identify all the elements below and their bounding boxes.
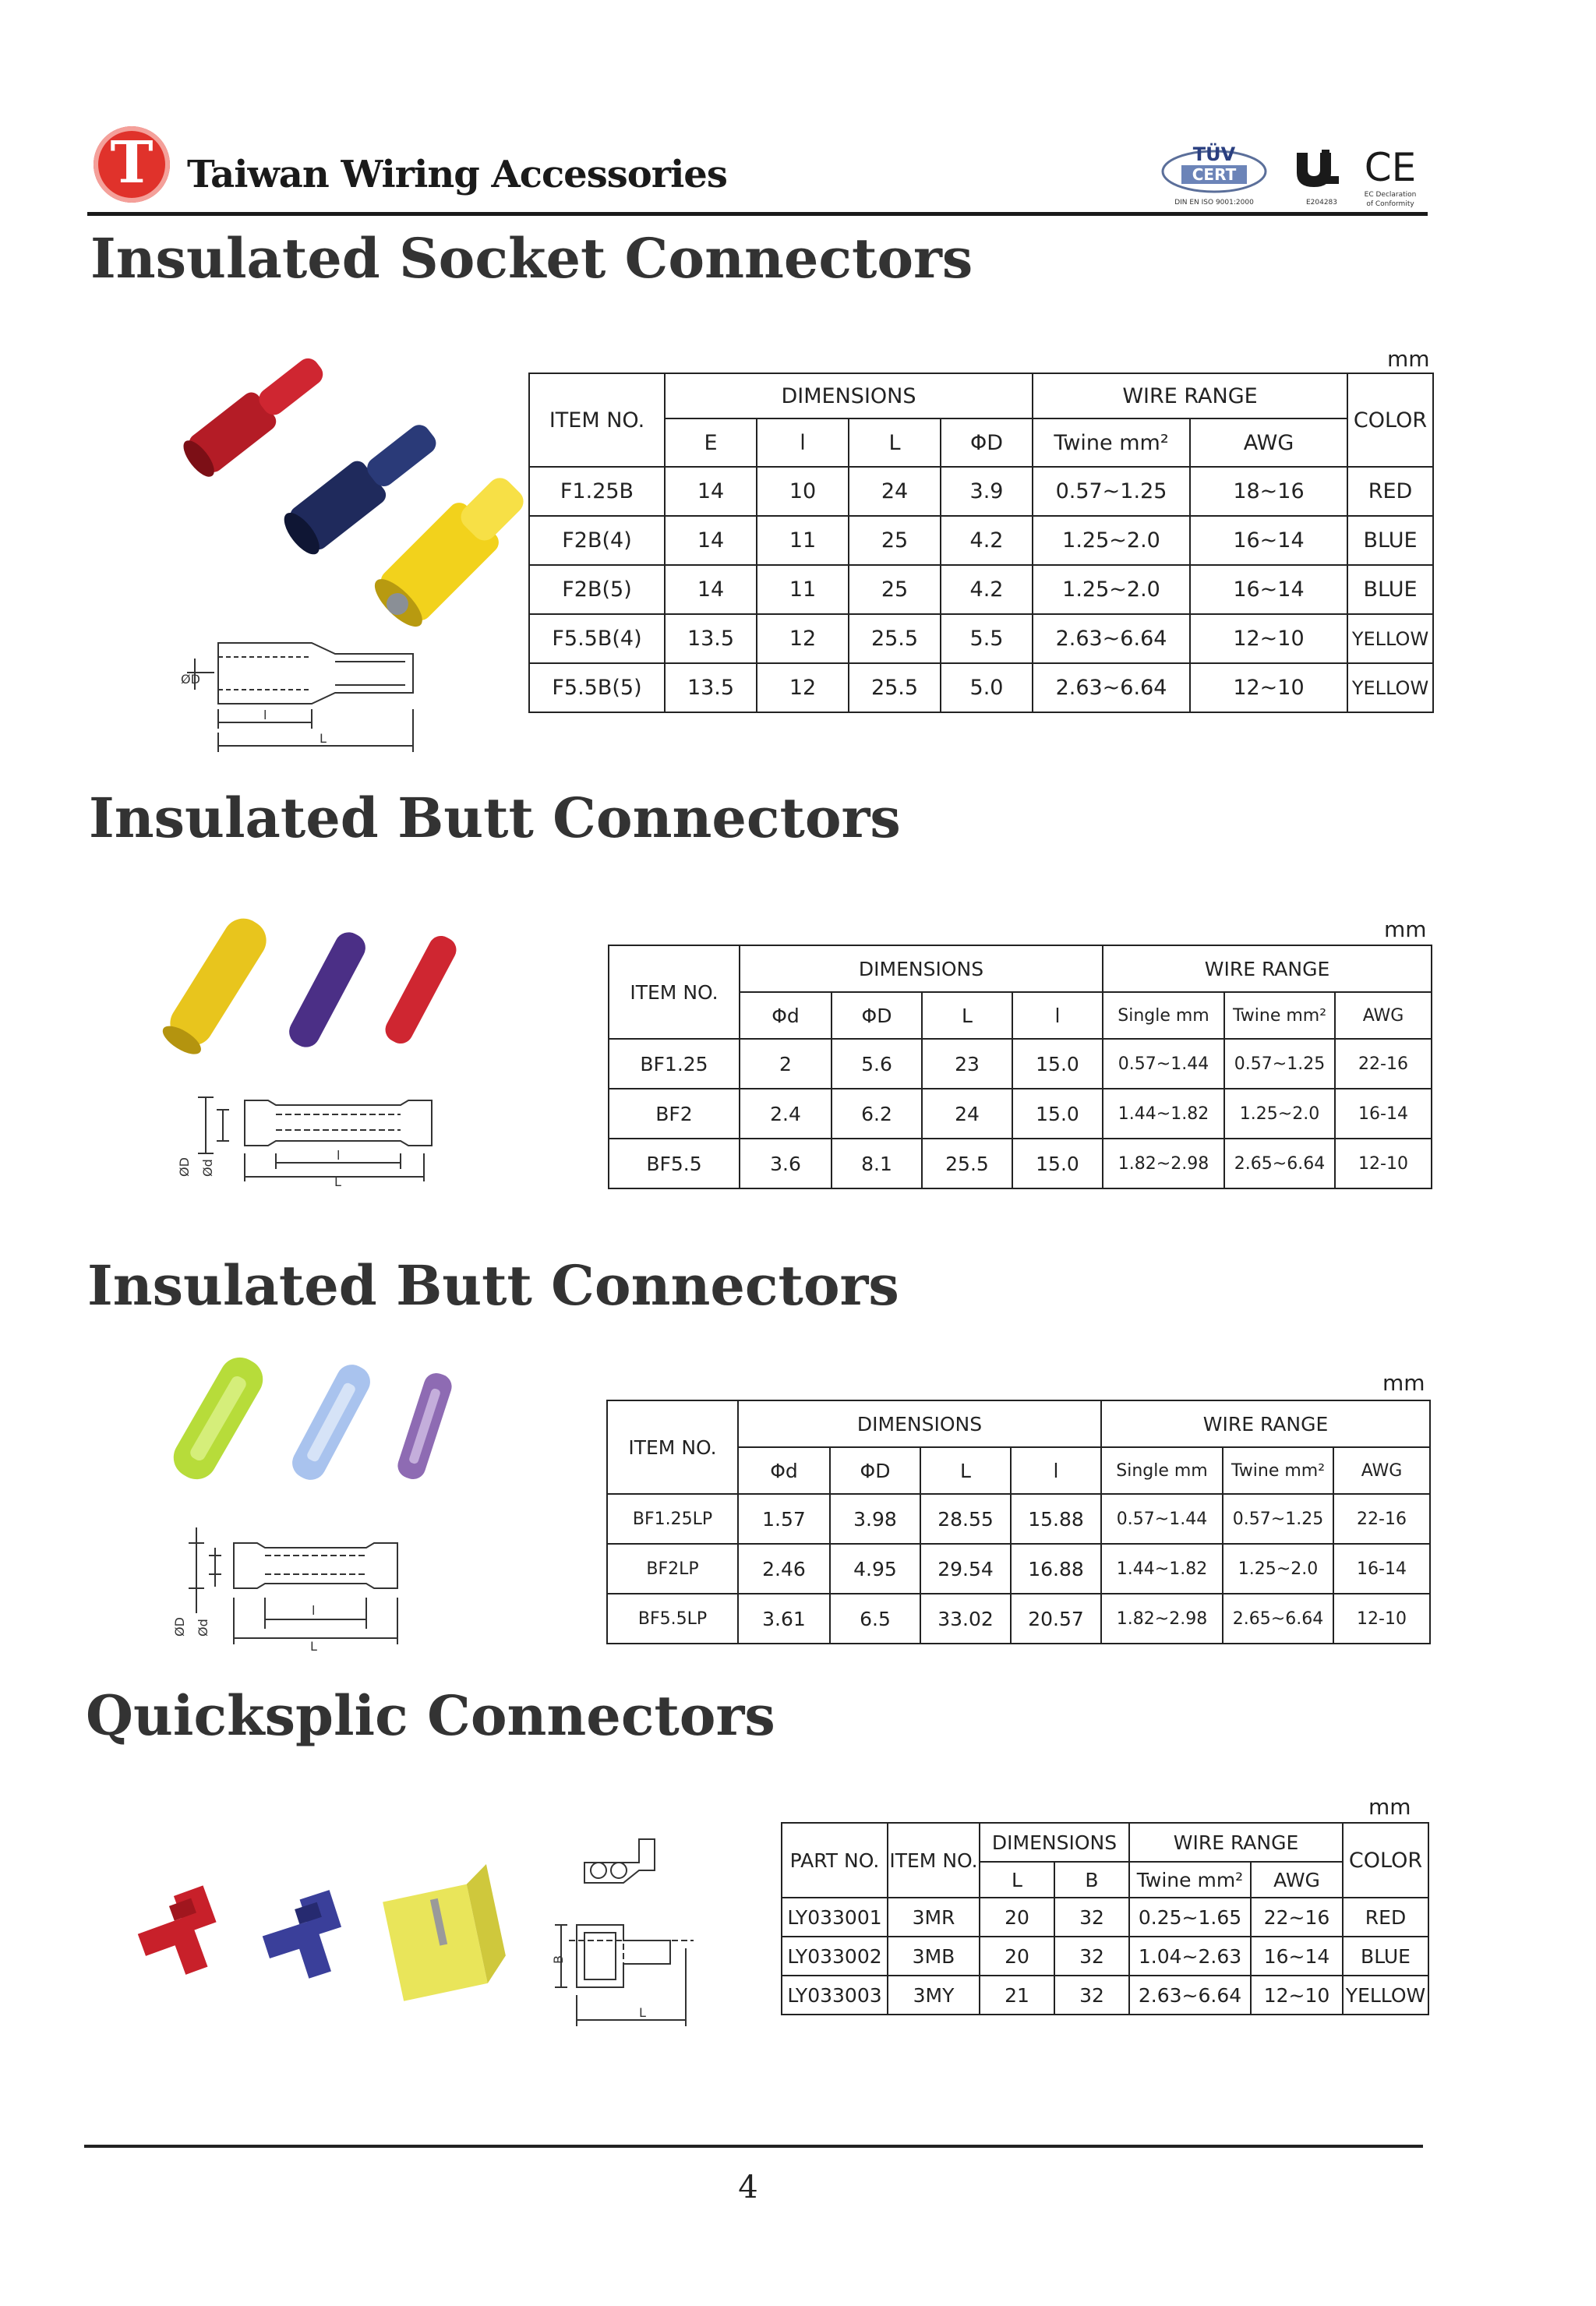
cell-twine: 2.65~6.64 (1224, 1139, 1335, 1188)
socket-header-e: E (665, 418, 757, 467)
butt1-header-l: l (1012, 992, 1103, 1039)
cell-awg: 16-14 (1333, 1544, 1430, 1594)
butt1-dim-inner: l (337, 1148, 341, 1163)
cell-d-big: 6.5 (830, 1594, 920, 1644)
butt-dimension-drawing-1 (167, 1091, 455, 1189)
cell-item: BF5.5 (609, 1139, 740, 1188)
ce-mark-text: CE (1364, 145, 1417, 190)
cell-twine: 1.25~2.0 (1223, 1544, 1333, 1594)
socket-dimension-drawing (164, 635, 460, 760)
quick-header-item: ITEM NO. (888, 1823, 980, 1898)
table-row (782, 1898, 1428, 1937)
cell-part: LY033001 (782, 1898, 888, 1937)
butt1-header-dimensions: DIMENSIONS (740, 945, 1103, 992)
cell-d-big: 8.1 (832, 1139, 922, 1188)
cell-awg: 12-10 (1335, 1139, 1432, 1188)
blue-quicksplic-connector (255, 1890, 353, 1988)
cell-item: BF2LP (607, 1544, 738, 1594)
cell-L: 33.02 (920, 1594, 1011, 1644)
cell-twine: 1.25~2.0 (1224, 1089, 1335, 1139)
socket-header-color: COLOR (1347, 373, 1433, 467)
cell-d-small: 2.46 (738, 1544, 830, 1594)
socket-header-awg: AWG (1190, 418, 1347, 467)
cell-L: 21 (980, 1976, 1054, 2015)
butt2-dim-d: Ød (196, 1619, 210, 1637)
cell-item: 3MR (888, 1898, 980, 1937)
cell-color: YELLOW (1343, 1976, 1428, 2015)
quick-header-B: B (1054, 1862, 1129, 1898)
cell-l: 11 (757, 565, 849, 614)
ul-mark-logo (1291, 137, 1353, 207)
table-row (607, 1594, 1430, 1644)
cell-l: 15.0 (1012, 1089, 1103, 1139)
cell-d-small: 2 (740, 1039, 832, 1089)
table-row (607, 1494, 1430, 1544)
cell-L: 25 (849, 516, 941, 565)
red-quicksplic-connector (130, 1885, 230, 1985)
page-number: 4 (738, 2170, 758, 2205)
socket-dim-diameter: ØD (181, 672, 200, 687)
cell-twine: 2.63~6.64 (1033, 663, 1190, 712)
cell-color: YELLOW (1347, 614, 1433, 663)
cell-l: 16.88 (1011, 1544, 1101, 1594)
butt1-header-awg: AWG (1335, 992, 1432, 1039)
cell-e: 13.5 (665, 663, 757, 712)
butt1-header-item: ITEM NO. (609, 945, 740, 1039)
cell-color: YELLOW (1347, 663, 1433, 712)
butt1-dim-d: Ød (200, 1159, 215, 1177)
table-row (529, 565, 1433, 614)
tuv-bottom-text: CERT (1192, 165, 1237, 184)
cell-awg: 22-16 (1333, 1494, 1430, 1544)
butt2-dim-inner: l (312, 1603, 316, 1618)
cell-e: 14 (665, 467, 757, 516)
butt2-header-single: Single mm (1101, 1447, 1223, 1494)
cell-item: F2B(4) (529, 516, 665, 565)
butt2-header-l: l (1011, 1447, 1101, 1494)
cell-l: 10 (757, 467, 849, 516)
socket-header-twine: Twine mm² (1033, 418, 1190, 467)
cell-item: F2B(5) (529, 565, 665, 614)
butt-title-2: Insulated Butt Connectors (87, 1253, 899, 1318)
butt2-dim-length: L (310, 1639, 317, 1654)
table-row (609, 1089, 1432, 1139)
butt2-header-dimensions: DIMENSIONS (738, 1400, 1101, 1447)
butt2-header-L: L (920, 1447, 1011, 1494)
butt1-header-wire-range: WIRE RANGE (1103, 945, 1432, 992)
cell-twine: 1.04~2.63 (1129, 1937, 1251, 1976)
quick-product-photo (109, 1855, 530, 2003)
cell-l: 20.57 (1011, 1594, 1101, 1644)
table-row (529, 467, 1433, 516)
cell-awg: 12~10 (1190, 663, 1347, 712)
quick-header-dimensions: DIMENSIONS (980, 1823, 1129, 1862)
cell-twine: 0.57~1.25 (1224, 1039, 1335, 1089)
cell-B: 32 (1054, 1898, 1129, 1937)
cell-color: RED (1343, 1898, 1428, 1937)
cell-B: 32 (1054, 1937, 1129, 1976)
cell-item: BF2 (609, 1089, 740, 1139)
cell-single: 1.44~1.82 (1103, 1089, 1224, 1139)
quick-header-part: PART NO. (782, 1823, 888, 1898)
table-row (529, 516, 1433, 565)
quick-spec-table (781, 1822, 1429, 2015)
quick-header-wire-range: WIRE RANGE (1129, 1823, 1343, 1862)
cell-part: LY033002 (782, 1937, 888, 1976)
socket-dim-inner: l (263, 708, 267, 722)
cell-d-big: 4.95 (830, 1544, 920, 1594)
cell-awg: 16-14 (1335, 1089, 1432, 1139)
lightblue-butt-connector (287, 1359, 376, 1485)
cell-single: 0.57~1.44 (1103, 1039, 1224, 1089)
cell-awg: 16~14 (1190, 565, 1347, 614)
cell-l: 12 (757, 614, 849, 663)
red-socket-connector (178, 348, 332, 482)
cell-d-big: 5.6 (832, 1039, 922, 1089)
table-row (609, 1139, 1432, 1188)
header-rule (87, 212, 1428, 216)
yellow-quicksplic-connector (380, 1864, 510, 2001)
table-row (529, 663, 1433, 712)
cell-item: BF1.25LP (607, 1494, 738, 1544)
butt2-header-wire-range: WIRE RANGE (1101, 1400, 1430, 1447)
butt2-dim-D: ØD (172, 1617, 187, 1637)
butt-product-photo-1 (148, 904, 491, 1060)
cell-L: 28.55 (920, 1494, 1011, 1544)
cell-item: F1.25B (529, 467, 665, 516)
ce-caption-2: of Conformity (1366, 200, 1414, 208)
cell-e: 14 (665, 516, 757, 565)
tuv-caption: DIN EN ISO 9001:2000 (1174, 199, 1254, 207)
table-row (529, 614, 1433, 663)
ul-file-number: E204283 (1305, 199, 1338, 207)
cell-part: LY033003 (782, 1976, 888, 2015)
cell-d: 4.2 (941, 516, 1033, 565)
cell-d-small: 3.6 (740, 1139, 832, 1188)
butt1-spec-table (608, 945, 1432, 1189)
butt1-header-L: L (922, 992, 1012, 1039)
butt2-header-d-small: Φd (738, 1447, 830, 1494)
quick-dimension-drawing (553, 1808, 709, 2034)
brand-name: Taiwan Wiring Accessories (187, 153, 727, 196)
cell-L: 25.5 (922, 1139, 1012, 1188)
butt2-spec-table (606, 1400, 1431, 1644)
socket-unit: mm (1387, 346, 1430, 372)
socket-product-photo (140, 327, 530, 608)
cell-L: 25.5 (849, 614, 941, 663)
cell-twine: 1.25~2.0 (1033, 516, 1190, 565)
table-row (782, 1976, 1428, 2015)
cell-twine: 1.25~2.0 (1033, 565, 1190, 614)
cell-item: BF5.5LP (607, 1594, 738, 1644)
cell-l: 11 (757, 516, 849, 565)
cell-awg: 16~14 (1251, 1937, 1343, 1976)
cell-awg: 12~10 (1251, 1976, 1343, 2015)
cell-l: 12 (757, 663, 849, 712)
butt2-header-item: ITEM NO. (607, 1400, 738, 1494)
cell-d-big: 3.98 (830, 1494, 920, 1544)
quick-header-twine: Twine mm² (1129, 1862, 1251, 1898)
cell-d-small: 1.57 (738, 1494, 830, 1544)
cell-color: BLUE (1343, 1937, 1428, 1976)
cell-l: 15.0 (1012, 1139, 1103, 1188)
cell-L: 24 (849, 467, 941, 516)
butt2-header-awg: AWG (1333, 1447, 1430, 1494)
cell-twine: 2.63~6.64 (1033, 614, 1190, 663)
cell-item: 3MB (888, 1937, 980, 1976)
cell-item: F5.5B(5) (529, 663, 665, 712)
cell-l: 15.0 (1012, 1039, 1103, 1089)
yellow-butt-connector (158, 911, 274, 1060)
cell-L: 29.54 (920, 1544, 1011, 1594)
butt1-header-single: Single mm (1103, 992, 1224, 1039)
cell-item: 3MY (888, 1976, 980, 2015)
cell-L: 24 (922, 1089, 1012, 1139)
cell-d-big: 6.2 (832, 1089, 922, 1139)
butt1-header-twine: Twine mm² (1224, 992, 1335, 1039)
table-row (609, 1039, 1432, 1089)
butt2-header-d-big: ΦD (830, 1447, 920, 1494)
quick-dim-B: B (551, 1955, 566, 1964)
cell-twine: 2.63~6.64 (1129, 1976, 1251, 2015)
cell-color: RED (1347, 467, 1433, 516)
cell-item: F5.5B(4) (529, 614, 665, 663)
cell-e: 14 (665, 565, 757, 614)
butt1-unit: mm (1384, 916, 1427, 942)
cell-twine: 0.57~1.25 (1223, 1494, 1333, 1544)
butt-title-1: Insulated Butt Connectors (89, 786, 901, 850)
cell-awg: 22~16 (1251, 1898, 1343, 1937)
cell-awg: 12-10 (1333, 1594, 1430, 1644)
yellow-socket-connector (368, 465, 536, 634)
cell-d: 5.5 (941, 614, 1033, 663)
quick-header-awg: AWG (1251, 1862, 1343, 1898)
butt1-dim-D: ØD (177, 1157, 192, 1177)
purple-butt-connector (284, 927, 370, 1052)
ce-mark-logo (1356, 137, 1426, 209)
cell-color: BLUE (1347, 565, 1433, 614)
cell-awg: 12~10 (1190, 614, 1347, 663)
socket-spec-table (528, 373, 1434, 713)
butt1-header-d-big: ΦD (832, 992, 922, 1039)
table-row (782, 1937, 1428, 1976)
cell-d: 4.2 (941, 565, 1033, 614)
cell-d-small: 3.61 (738, 1594, 830, 1644)
tuv-top-text: TÜV (1192, 143, 1236, 165)
cell-item: BF1.25 (609, 1039, 740, 1089)
cell-awg: 22-16 (1335, 1039, 1432, 1089)
footer-rule (84, 2145, 1423, 2148)
cell-awg: 16~14 (1190, 516, 1347, 565)
cell-single: 1.82~2.98 (1103, 1139, 1224, 1188)
table-row (607, 1544, 1430, 1594)
cell-L: 20 (980, 1937, 1054, 1976)
cell-L: 23 (922, 1039, 1012, 1089)
tuv-cert-logo (1160, 137, 1269, 207)
cell-B: 32 (1054, 1976, 1129, 2015)
butt-dimension-drawing-2 (164, 1520, 460, 1652)
socket-header-l-length: L (849, 418, 941, 467)
cell-single: 1.44~1.82 (1101, 1544, 1223, 1594)
butt1-header-d-small: Φd (740, 992, 832, 1039)
cell-single: 0.57~1.44 (1101, 1494, 1223, 1544)
cell-twine: 0.57~1.25 (1033, 467, 1190, 516)
quick-title: Quicksplic Connectors (86, 1683, 775, 1748)
cell-L: 25.5 (849, 663, 941, 712)
cell-single: 1.82~2.98 (1101, 1594, 1223, 1644)
cell-d: 3.9 (941, 467, 1033, 516)
violet-butt-connector (394, 1370, 455, 1482)
quick-header-L: L (980, 1862, 1054, 1898)
butt1-dim-length: L (334, 1174, 341, 1189)
socket-dim-length: L (320, 731, 327, 746)
socket-header-wire-range: WIRE RANGE (1033, 373, 1347, 418)
quick-header-color: COLOR (1343, 1823, 1428, 1898)
quick-unit: mm (1368, 1794, 1411, 1820)
logo (94, 126, 170, 203)
socket-header-l-inner: l (757, 418, 849, 467)
logo-letter: T (110, 129, 154, 196)
cell-L: 25 (849, 565, 941, 614)
cell-color: BLUE (1347, 516, 1433, 565)
butt2-header-twine: Twine mm² (1223, 1447, 1333, 1494)
cell-twine: 0.25~1.65 (1129, 1898, 1251, 1937)
socket-title: Insulated Socket Connectors (90, 226, 973, 291)
ce-caption-1: EC Declaration (1364, 191, 1417, 199)
quick-dim-L: L (639, 2005, 646, 2020)
socket-header-item: ITEM NO. (529, 373, 665, 467)
socket-header-dimensions: DIMENSIONS (665, 373, 1033, 418)
socket-header-diameter: ΦD (941, 418, 1033, 467)
cell-l: 15.88 (1011, 1494, 1101, 1544)
green-butt-connector (166, 1350, 270, 1486)
butt2-unit: mm (1382, 1370, 1425, 1396)
cell-d: 5.0 (941, 663, 1033, 712)
cell-L: 20 (980, 1898, 1054, 1937)
cell-awg: 18~16 (1190, 467, 1347, 516)
cell-twine: 2.65~6.64 (1223, 1594, 1333, 1644)
cell-e: 13.5 (665, 614, 757, 663)
butt-product-photo-2 (156, 1348, 483, 1496)
cell-d-small: 2.4 (740, 1089, 832, 1139)
red-butt-connector (381, 931, 461, 1047)
